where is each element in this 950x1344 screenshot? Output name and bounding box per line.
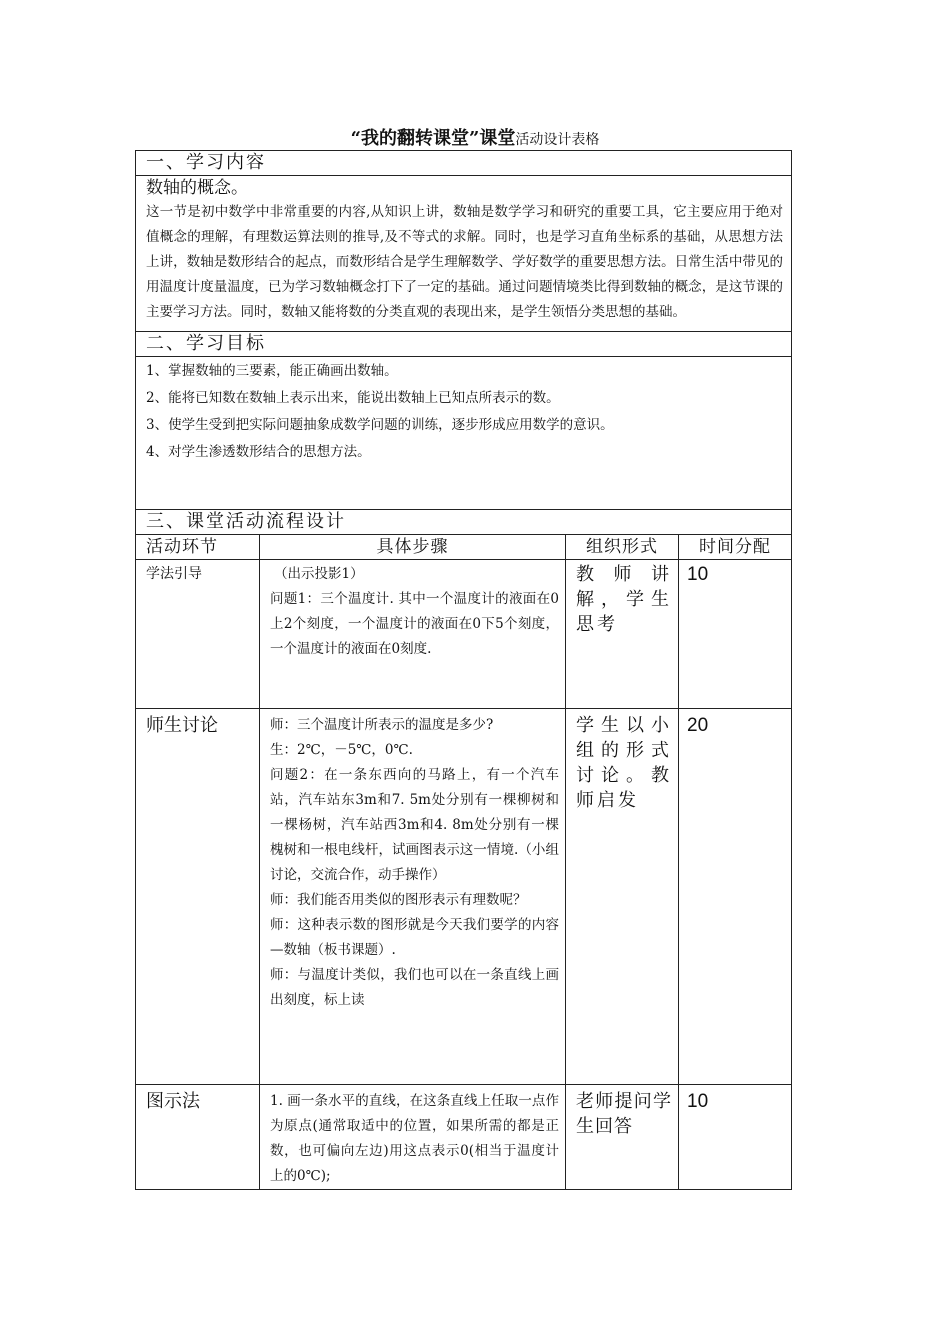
section1-topic: 数轴的概念。 [146,178,248,198]
section1-paragraph: 这一节是初中数学中非常重要的内容,从知识上讲，数轴是数学学习和研究的重要工具，它主要应用于绝对值概念的理解，有理数运算法则的推导,及不等式的求解。同时，也是学习直角坐标系的基础，从思想方法上讲，数轴是数形结合的起点，而数形结合是学生理解数学、学好数学的重要思想方法。日常生活中带见的用温度计度量温度，已为学习数轴概念打下了一定的基础。通过问题情境类比得到数轴的概念，是这节课的主要学习方法。同时，数轴又能将数的分类直观的表现出来，是学生领悟分类思想的基础。 [146,204,783,320]
step-line: 问题1：三个温度计. 其中一个温度计的液面在0上2个刻度，一个温度计的液面在0下5个刻度，一个温度计的液面在0刻度. [270,591,559,657]
title-bold: “我的翻转课堂”课堂 [350,128,516,149]
stage-cell: 学法引导 [136,560,260,709]
column-header-org: 组织形式 [566,535,679,560]
time-cell: 20 [679,709,792,1085]
activity-design-table [135,150,792,1190]
stage-cell: 师生讨论 [136,709,260,1085]
column-header-time: 时间分配 [679,535,792,560]
org-cell: 教师讲解，学生思考 [566,560,679,709]
time-cell: 10 [679,1085,792,1190]
step-line: （出示投影1） [274,566,364,582]
steps-cell [260,560,566,709]
stage-cell: 图示法 [136,1085,260,1190]
table-row [136,709,792,1085]
section1-heading: 一、学习内容 [136,151,792,176]
step-line: 师：这种表示数的图形就是今天我们要学的内容—数轴（板书课题）. [270,917,559,958]
step-line: 生：2℃，－5℃，0℃. [270,742,413,758]
column-header-steps: 具体步骤 [260,535,566,560]
step-line: 师：我们能否用类似的图形表示有理数呢？ [270,892,527,908]
org-cell: 老师提问学生回答 [566,1085,679,1190]
table-row [136,560,792,709]
section1-content [136,176,792,332]
time-cell: 10 [679,560,792,709]
steps-cell [260,709,566,1085]
goal-item: 4、对学生渗透数形结合的思想方法。 [146,444,371,460]
goal-item: 3、使学生受到把实际问题抽象成数学问题的训练，逐步形成应用数学的意识。 [146,417,614,433]
goal-item: 2、能将已知数在数轴上表示出来，能说出数轴上已知点所表示的数。 [146,390,560,406]
step-line: 师：三个温度计所表示的温度是多少? [270,717,494,733]
section3-heading: 三、课堂活动流程设计 [136,510,792,535]
step-line: 师：与温度计类似，我们也可以在一条直线上画出刻度，标上读 [270,967,559,1008]
goal-item: 1、掌握数轴的三要素，能正确画出数轴。 [146,363,398,379]
section2-heading: 二、学习目标 [136,332,792,357]
section2-goals [136,357,792,510]
step-line: 问题2：在一条东西向的马路上，有一个汽车站，汽车站东3m和7. 5m处分别有一棵柳树和一棵杨树，汽车站西3m和4. 8m处分别有一棵槐树和一根电线杆，试画图表示这一情境.（小组讨论，交流合作，动手操作） [270,767,559,883]
org-cell: 学生以小组的形式讨论。教师启发 [566,709,679,1085]
table-row [136,1085,792,1190]
page-title [0,128,950,151]
steps-cell [260,1085,566,1190]
column-header-stage: 活动环节 [136,535,260,560]
step-line: 1. 画一条水平的直线，在这条直线上任取一点作为原点(通常取适中的位置，如果所需的都是正数，也可偏向左边)用这点表示0(相当于温度计上的0℃); [270,1093,559,1184]
title-normal: 活动设计表格 [515,132,600,148]
